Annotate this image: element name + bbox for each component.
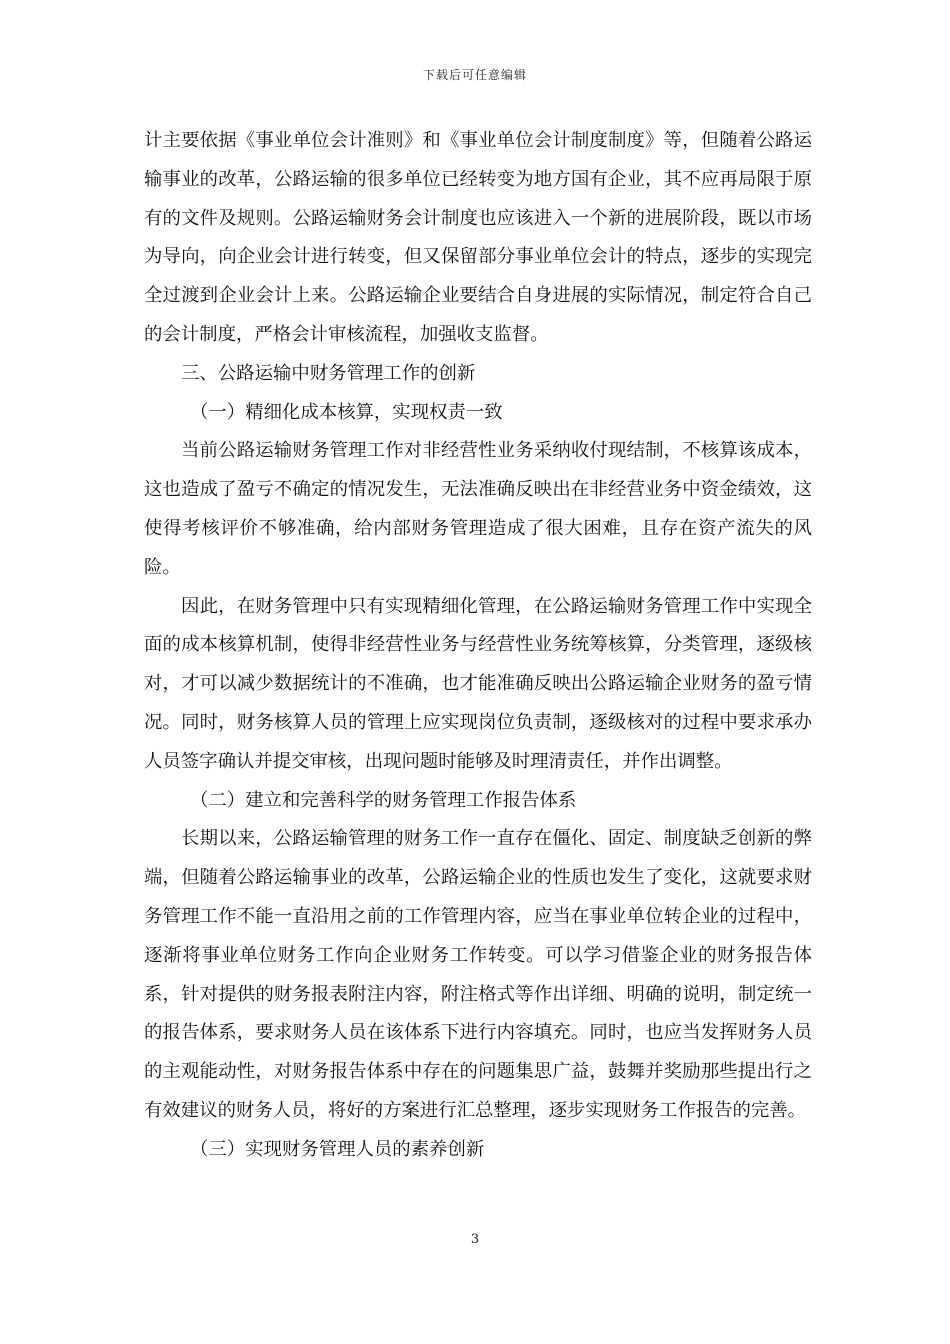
page-header-note: 下载后可任意编辑 — [422, 68, 527, 82]
subsection-heading-3: （三）实现财务管理人员的素养创新 — [190, 1138, 485, 1160]
subsection-heading-2: （二）建立和完善科学的财务管理工作报告体系 — [190, 789, 577, 811]
paragraph-continued: 计主要依据《事业单位会计准则》和《事业单位会计制度制度》等，但随着公路运输事业的改革，公路运输的很多单位已经转变为地方国有企业，其不应再局限于原有的文件及规则。公路运输财务会计制度也应该进入一个新的进展阶段，既以市场为导向，向企业会计进行转变，但又保留部分事业单位会计的特点，逐步的实现完全过渡到企业会计上来。公路运输企业要结合自身进展的实际情况，制定符合自己的会计制度，严格会计审核流程，加强收支监督。 — [144, 130, 812, 345]
paragraph: 因此，在财务管理中只有实现精细化管理，在公路运输财务管理工作中实现全面的成本核算机制，使得非经营性业务与经营性业务统筹核算，分类管理，逐级核对，才可以减少数据统计的不准确，也才能准确反映出公路运输企业财务的盈亏情况。同时，财务核算人员的管理上应实现岗位负责制，逐级核对的过程中要求承办人员签字确认并提交审核，出现问题时能够及时理清责任，并作出调整。 — [144, 595, 812, 772]
page-number: 3 — [470, 1232, 480, 1247]
paragraph: 长期以来，公路运输管理的财务工作一直存在僵化、固定、制度缺乏创新的弊端，但随着公路运输事业的改革，公路运输企业的性质也发生了变化，这就要求财务管理工作不能一直沿用之前的工作管理内容，应当在事业单位转企业的过程中，逐渐将事业单位财务工作向企业财务工作转变。可以学习借鉴企业的财务报告体系，针对提供的财务报表附注内容，附注格式等作出详细、明确的说明，制定统一的报告体系，要求财务人员在该体系下进行内容填充。同时，也应当发挥财务人员的主观能动性，对财务报告体系中存在的问题集思广益，鼓舞并奖励那些提出行之有效建议的财务人员，将好的方案进行汇总整理，逐步实现财务工作报告的完善。 — [144, 828, 812, 1121]
section-heading: 三、公路运输中财务管理工作的创新 — [181, 362, 476, 384]
document-body — [144, 122, 812, 1170]
paragraph: 当前公路运输财务管理工作对非经营性业务采纳收付现结制，不核算该成本，这也造成了盈亏不确定的情况发生，无法准确反映出在非经营业务中资金绩效，这使得考核评价不够准确，给内部财务管理造成了很大困难，且存在资产流失的风险。 — [144, 440, 812, 578]
subsection-heading-1: （一）精细化成本核算，实现权责一致 — [190, 401, 503, 423]
